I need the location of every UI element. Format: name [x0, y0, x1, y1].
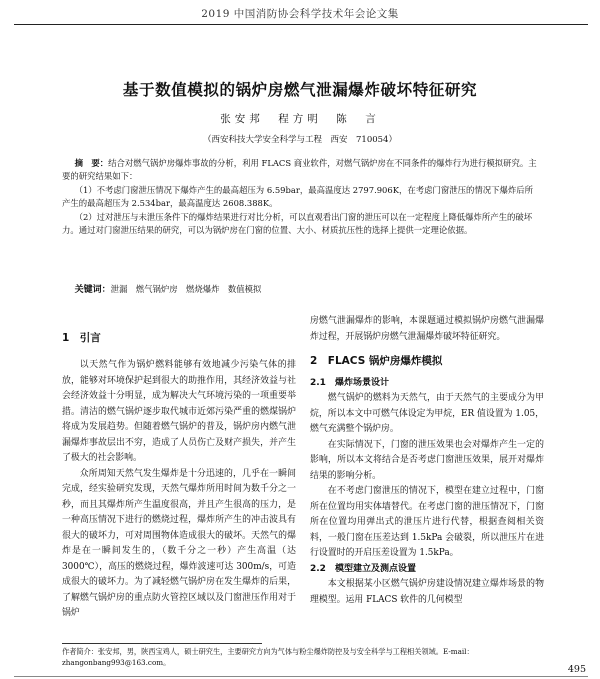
section-2-2-paragraph: 本文根据某小区燃气锅炉房建设情况建立爆炸场景的物理模型。运用 FLACS 软件的几何模型	[310, 579, 544, 605]
section-2-heading: 2 FLACS 锅炉房爆炸模拟	[310, 355, 443, 367]
section-2-1-paragraph-3: 在不考虑门窗泄压的情况下，模型在建立过程中，门窗所在位置均用实体墙替代。在考虑门窗的泄压情况下，门窗所在位置均用弹出式的泄压片进行代替，根据查阅相关资料，一般门窗在压差达到 1.5kPa 会破裂，所以泄压片在进行设置时的开启压差设置为 1.5kPa。	[310, 486, 544, 558]
page-number: 495	[567, 664, 586, 675]
intro-paragraph-1: 以天然气作为锅炉燃料能够有效地减少污染气体的排放，能够对环境保护起到很大的助推作用，其经济效益与社会经济效益十分明显，成为解决大气环境污染的一项重要举措。清洁的燃气锅炉逐步取代城市近郊污染严重的燃煤锅炉将成为发展趋势。但随着燃气锅炉的普及，锅炉房内燃气泄漏爆炸事故层出不穷，造成了人员伤亡及财产损失，并产生了极大的社会影响。	[62, 360, 296, 463]
section-2-1-paragraph-2: 在实际情况下，门窗的泄压效果也会对爆炸产生一定的影响，所以本文将结合是否考虑门窗泄压效果，展开对爆炸结果的影响分析。	[310, 439, 544, 481]
paper-authors: 张安邦 程方明 陈 言	[220, 113, 380, 125]
paper-title: 基于数值模拟的锅炉房燃气泄漏爆炸破坏特征研究	[122, 81, 478, 99]
section-2-1-paragraph-1: 燃气锅炉的燃料为天然气，由于天然气的主要成分为甲烷，所以本文中可燃气体设定为甲烷，ER 值设置为 1.05，燃气充满整个锅炉房。	[310, 393, 544, 434]
right-column	[310, 314, 544, 608]
intro-paragraph-2: 众所周知天然气发生爆炸是十分迅速的，几乎在一瞬间完成，经实验研究发现，天然气爆炸所用时间为数千分之一秒，而且其爆炸所产生温度很高，并且产生很高的压力，是一种高压情况下进行的燃烧过程，爆炸所产生的冲击波具有很大的破坏力，可对周围物体造成很大的破坏。天然气的爆炸是在一瞬间发生的，（数千分之一秒）产生高温（达 3000℃），高压的燃烧过程，爆炸波速可达 300m/s，可造成很大的破坏力。为了减轻燃气锅炉房在发生爆炸的后果，了解燃气锅炉房的重点防火管控区域以及门窗泄压作用对于锅炉	[62, 468, 296, 618]
keywords-line	[62, 283, 540, 297]
author-footnote: 作者简介：张安邦，男，陕西宝鸡人，硕士研究生，主要研究方向为气体与粉尘爆炸防控及与安全科学与工程相关领域。E-mail：zhangonbang993@163.com。	[62, 647, 474, 667]
page-bottom-rule	[14, 676, 588, 677]
abstract-label: 摘 要：	[74, 158, 109, 168]
running-header: 2019 中国消防协会科学技术年会论文集	[201, 8, 399, 20]
abstract-intro-text: 结合对燃气锅炉房爆炸事故的分析，利用 FLACS 商业软件，对燃气锅炉房在不同条件的爆炸行为进行模拟研究。主要的研究结果如下：	[62, 158, 537, 182]
section-2-1-heading: 2.1 爆炸场景设计	[310, 377, 389, 388]
section-2-2-heading: 2.2 模型建立及测点设置	[310, 563, 416, 574]
section-1-heading: 1 引言	[62, 332, 101, 344]
footnote-rule	[62, 643, 262, 644]
header-rule	[14, 24, 588, 25]
keywords-label: 关键词：	[74, 285, 111, 295]
abstract-point-1: （1）不考虑门窗泄压情况下爆炸产生的最高超压为 6.59bar，最高温度达 2797.906K，在考虑门窗泄压的情况下爆炸后所产生的最高超压为 2.534bar，最高温度达 2608.388K。	[62, 184, 533, 209]
abstract-intro	[62, 157, 540, 184]
keywords-text: 泄漏 燃气锅炉房 燃烧爆炸 数值模拟	[110, 284, 262, 294]
abstract-block	[62, 157, 540, 237]
left-column	[62, 358, 296, 622]
paper-affiliation: （西安科技大学安全科学与工程 西安 710054）	[203, 135, 397, 145]
intro-paragraph-continued: 房燃气泄漏爆炸的影响，本课题通过模拟锅炉房燃气泄漏爆炸过程，开展锅炉房燃气泄漏爆炸破坏特征研究。	[310, 316, 544, 342]
abstract-point-2: （2）过对泄压与未泄压条件下的爆炸结果进行对比分析，可以直观看出门窗的泄压可以在一定程度上降低爆炸所产生的破坏力。通过对门窗泄压结果的研究，可以为锅炉房在门窗的位置、大小、材质抗压性的选择上提供一定理论依据。	[62, 211, 533, 236]
